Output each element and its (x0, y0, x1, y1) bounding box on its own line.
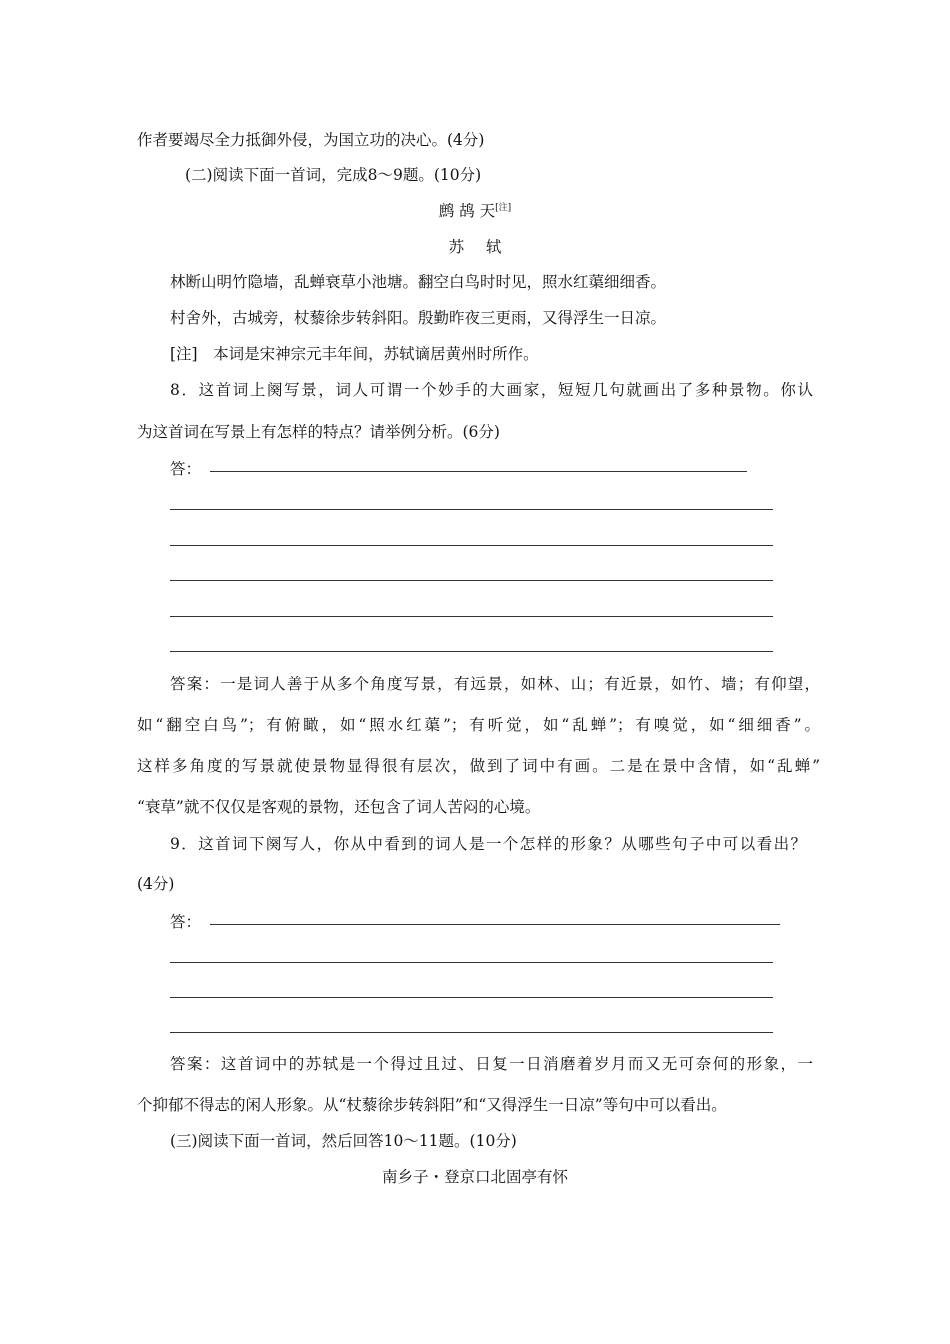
poem-title-text: 鹧 鸪 天 (438, 202, 496, 220)
poem-author-text: 苏轼 (448, 238, 524, 256)
answer-line (210, 471, 747, 472)
poem-title: 南乡子・登京口北固亭有怀 (381, 1168, 568, 1186)
answer-line (170, 997, 773, 998)
question-text: 9．这首词下阕写人，你从中看到的词人是一个怎样的形象？从哪些句子中可以看出？ (170, 835, 806, 853)
answer-line (170, 580, 773, 581)
section-heading: (二)阅读下面一首词，完成8～9题。(10分) (185, 166, 482, 184)
poem-line: 村舍外，古城旁，杖藜徐步转斜阳。殷勤昨夜三更雨，又得浮生一日凉。 (170, 309, 667, 327)
note-marker: [注] (495, 202, 512, 213)
answer-text: 如“翻空白鸟”；有俯瞰，如“照水红蕖”；有听觉，如“乱蝉”；有嗅觉，如“细细香”。 (137, 716, 820, 734)
question-text: 8．这首词上阕写景，词人可谓一个妙手的大画家，短短几句就画出了多种景物。你认 (170, 381, 813, 399)
answer-text: “衰草”就不仅仅是客观的景物，还包含了词人苦闷的心境。 (137, 798, 541, 816)
answer-text: 这样多角度的写景就使景物显得很有层次，做到了词中有画。二是在景中含情，如“乱蝉” (137, 757, 820, 775)
text-line: 作者要竭尽全力抵御外侵，为国立功的决心。(4分) (137, 131, 485, 149)
answer-line (170, 962, 773, 963)
poem-author (0, 235, 950, 257)
answer-label: 答： (170, 460, 202, 478)
poem-title (0, 199, 950, 221)
answer-line (170, 616, 773, 617)
question-text: (4分) (137, 875, 175, 893)
answer-label: 答： (170, 913, 202, 931)
answer-text: 答案：一是词人善于从多个角度写景，有远景，如林、山；有近景，如竹、墙；有仰望， (170, 675, 820, 693)
answer-text: 个抑郁不得志的闲人形象。从“杖藜徐步转斜阳”和“又得浮生一日凉”等句中可以看出。 (137, 1096, 727, 1114)
note-line: [注] 本词是宋神宗元丰年间，苏轼谪居黄州时所作。 (170, 345, 539, 363)
answer-line (170, 651, 773, 652)
answer-line (170, 509, 773, 510)
poem-line: 林断山明竹隐墙，乱蝉衰草小池塘。翻空白鸟时时见，照水红蕖细细香。 (170, 273, 667, 291)
answer-line (170, 545, 773, 546)
answer-text: 答案：这首词中的苏轼是一个得过且过、日复一日消磨着岁月而又无可奈何的形象，一 (170, 1055, 813, 1073)
answer-line (170, 1032, 773, 1033)
question-text: 为这首词在写景上有怎样的特点？请举例分析。(6分) (137, 423, 500, 441)
answer-line (210, 924, 780, 925)
section-heading: (三)阅读下面一首词，然后回答10～11题。(10分) (170, 1132, 517, 1150)
